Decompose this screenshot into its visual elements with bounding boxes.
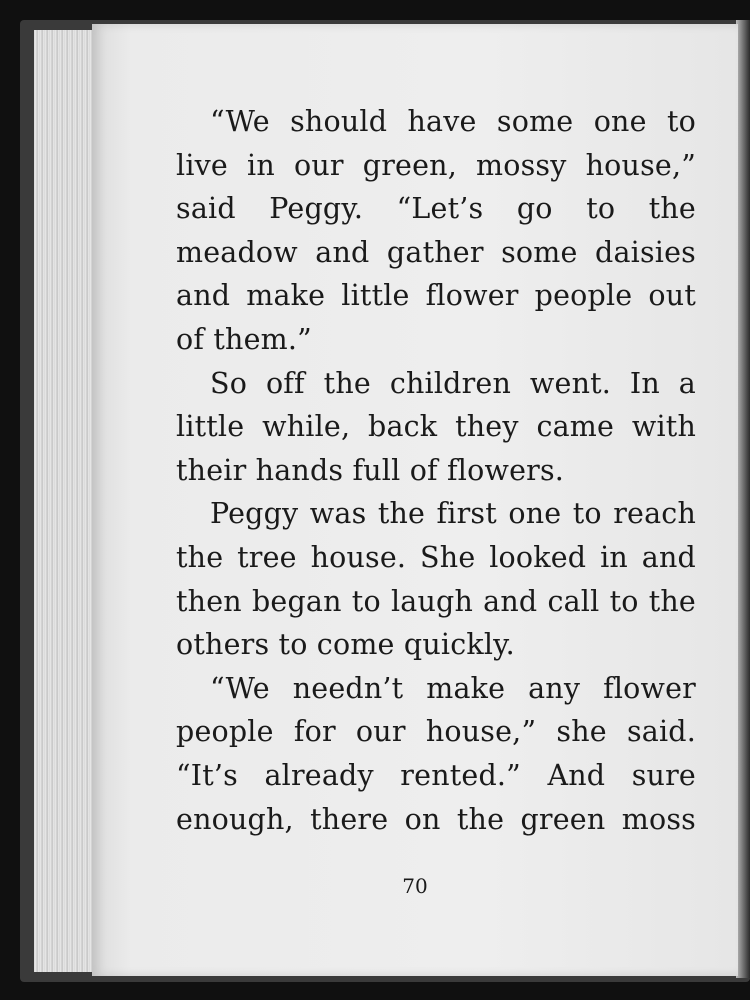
text-line: So off the children went. In a — [210, 366, 696, 400]
text-line: “It’s already rented.” And sure — [176, 758, 696, 792]
text-line: enough, there on the green moss — [176, 802, 696, 836]
text-line: and make little flower people out — [176, 279, 696, 313]
text-line: Peggy was the first one to reach — [210, 497, 696, 531]
page-number: 70 — [402, 874, 428, 898]
text-line: of them.” — [176, 322, 312, 356]
text-line: the tree house. She looked in and — [176, 540, 696, 574]
text-line: said Peggy. “Let’s go to the — [176, 192, 696, 226]
text-line: others to come quickly. — [176, 628, 515, 662]
page-text — [176, 100, 696, 841]
text-line: people for our house,” she said. — [176, 715, 696, 749]
text-line: “We needn’t make any flower — [210, 671, 696, 705]
text-line: meadow and gather some daisies — [176, 235, 696, 269]
text-line: their hands full of flowers. — [176, 453, 565, 487]
text-line: little while, back they came with — [176, 410, 696, 444]
text-line: then began to laugh and call to the — [176, 584, 696, 618]
book-gutter — [736, 20, 750, 978]
text-line: “We should have some one to — [210, 105, 696, 138]
text-line: live in our green, mossy house,” — [176, 148, 696, 182]
page-edges — [34, 30, 98, 972]
